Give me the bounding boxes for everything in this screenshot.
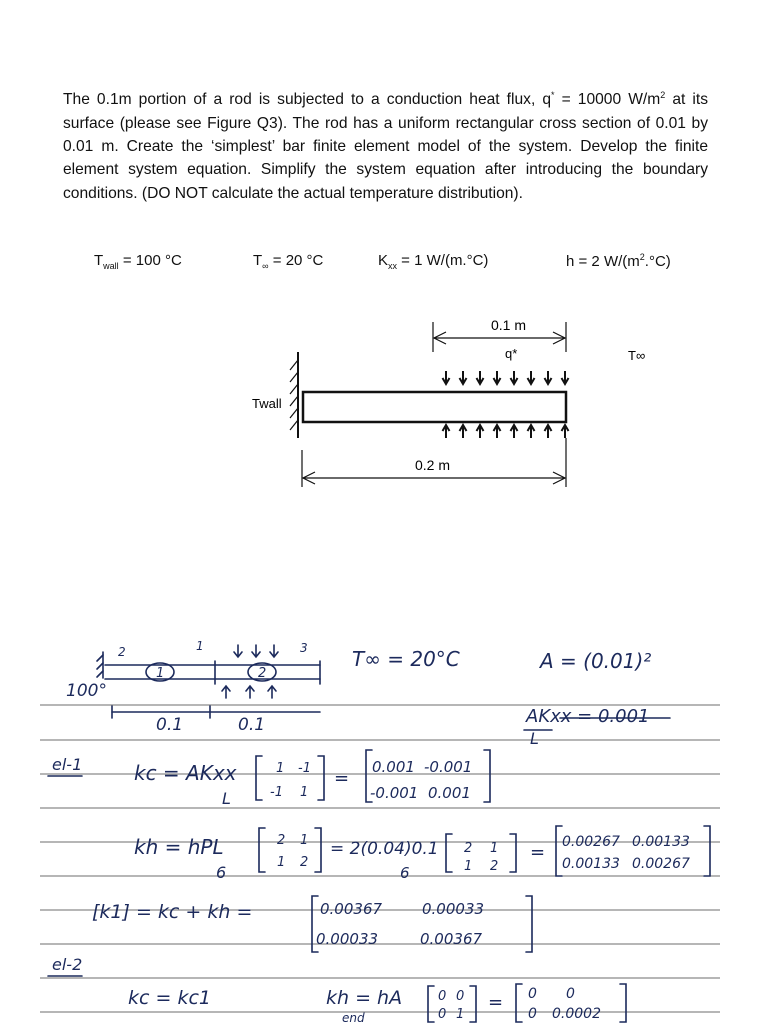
flux-arrow-bottom [494,425,501,438]
flux-star: * [551,90,555,100]
flux-arrow-top [562,371,569,384]
hw-kh-m2-12: 1 [490,841,499,856]
svg-text:=: = [334,768,350,789]
hw-kh-r11: 0.00267 [562,834,620,850]
flux-arrow-top [460,371,467,384]
hw-el1-label: el-1 [52,755,83,774]
hw-kh-m2-21: 1 [464,859,473,874]
tinf-label: T∞ [628,348,646,363]
rod-bar [303,392,566,422]
hw-kh-r12: 0.00133 [632,834,690,850]
hw-kh-m12: 1 [300,833,309,848]
hw-length-2: 0.1 [238,715,266,735]
flux-arrow-top [545,371,552,384]
hw-kc-r22: 0.001 [428,784,471,802]
hw-kc-m11: 1 [276,761,285,776]
hw-node-3: 3 [300,641,308,655]
hw-element-1: 1 [156,666,165,681]
svg-text:=: = [530,842,546,863]
flux-arrow-bottom [562,425,569,438]
hw-kh-equation: kh = hPL [134,835,224,859]
hw-kc2-equation: kc = kc1 [128,987,211,1009]
param-tinf: $T_\infty = 20$ °C [253,252,324,271]
wall-hatch [290,360,298,430]
hw-k1-r11: 0.00367 [320,900,383,918]
hw-node-1: 1 [196,639,204,653]
flux-unit-exponent: 2 [660,90,666,100]
svg-text:=: = [488,992,504,1013]
hw-kc-r11: 0.001 [372,758,415,776]
rod-figure [0,300,768,500]
flux-arrow-top [494,371,501,384]
flux-arrow-bottom [477,425,484,438]
hw-kh2-r21: 0 [528,1006,537,1022]
hw-kh2-m21: 0 [438,1007,447,1022]
flux-arrow-bottom [528,425,535,438]
hw-el2-label: el-2 [52,955,83,974]
flux-arrow-top [443,371,450,384]
given-parameters [0,252,768,274]
dim-label-top: 0.1 m [491,317,527,333]
hw-kh-substitution: = 2(0.04)0.1 [330,839,439,859]
flux-arrow-bottom [545,425,552,438]
flux-arrow-top [528,371,535,384]
hw-kh2-m22: 1 [456,1007,465,1022]
hw-wall-temp: 100° [66,681,107,701]
hw-kh2-r11: 0 [528,986,537,1002]
hw-tinf: T∞ = 20°C [352,647,460,671]
hw-akxx-denominator: L [530,729,539,748]
hw-kh2-subscript: end [342,1011,365,1024]
param-kxx: $K_{xx} = 1$ W/(m.°C) [378,252,489,271]
hw-kc-m12: -1 [298,761,311,776]
hw-kc-equation: kc = AKxx [134,761,237,785]
hw-kh2-r12: 0 [566,986,575,1002]
hw-kc-m22: 1 [300,785,309,800]
hw-kh-m2-22: 2 [490,859,499,874]
hw-kh2-m12: 0 [456,989,465,1004]
flux-arrow-bottom [511,425,518,438]
hw-kc-denominator: L [222,789,231,808]
problem-text-3: at its surface (please see Figure Q3). The rod has a uniform rectangular cross section of 0.01 by 0.01 m. Create the ‘simplest’ bar finite element model of the system. Develop the finite element system equation. Simplify the system equation after introducing the boundary conditions. (DO NOT calculate the actual temperature distribution). [63,91,709,202]
hw-kc-r12: -0.001 [424,758,473,776]
param-twall: $T_{wall} = 100$ °C [94,252,182,271]
hw-k1-equation: [k1] = kc + kh = [92,901,253,923]
handwritten-solution [0,620,768,1024]
hw-kh-r22: 0.00267 [632,856,690,872]
dim-label-bottom: 0.2 m [415,457,451,473]
hw-kh-m21: 1 [277,855,286,870]
hw-kh-m11: 2 [277,833,286,848]
flux-arrow-top [477,371,484,384]
hw-kc-m21: -1 [270,785,283,800]
param-h: h = 2 $W/(m^2.^\circ C)$ [566,252,671,270]
hw-akxx: AKxx = 0.001 [526,706,650,727]
hw-k1-r22: 0.00367 [420,930,483,948]
hw-length-1: 0.1 [156,715,184,735]
hw-k1-r12: 0.00033 [422,900,485,918]
hw-node-2: 2 [118,645,126,659]
hw-kh2-r22: 0.0002 [552,1006,601,1022]
hw-kh-denominator: 6 [216,863,227,882]
hw-kc-r21: -0.001 [370,784,419,802]
hw-area: A = (0.01)² [540,649,652,673]
twall-label: Twall [252,396,282,411]
hw-k1-r21: 0.00033 [316,930,379,948]
flux-arrow-bottom [443,425,450,438]
flux-arrow-bottom [460,425,467,438]
problem-text-2: = 10000 W/m [554,91,661,109]
hw-kh-r21: 0.00133 [562,856,620,872]
flux-arrow-top [511,371,518,384]
hw-kh2-equation: kh = hA [326,987,403,1009]
flux-label: q* [505,346,518,361]
problem-statement [63,84,708,205]
hw-element-2: 2 [258,666,267,681]
hw-kh-substitution-denominator: 6 [400,864,410,882]
hw-kh-m22: 2 [300,855,309,870]
hw-kh2-m11: 0 [438,989,447,1004]
problem-text-1: The 0.1m portion of a rod is subjected to a conduction heat flux, q [63,91,552,109]
hw-kh-m2-11: 2 [464,841,473,856]
